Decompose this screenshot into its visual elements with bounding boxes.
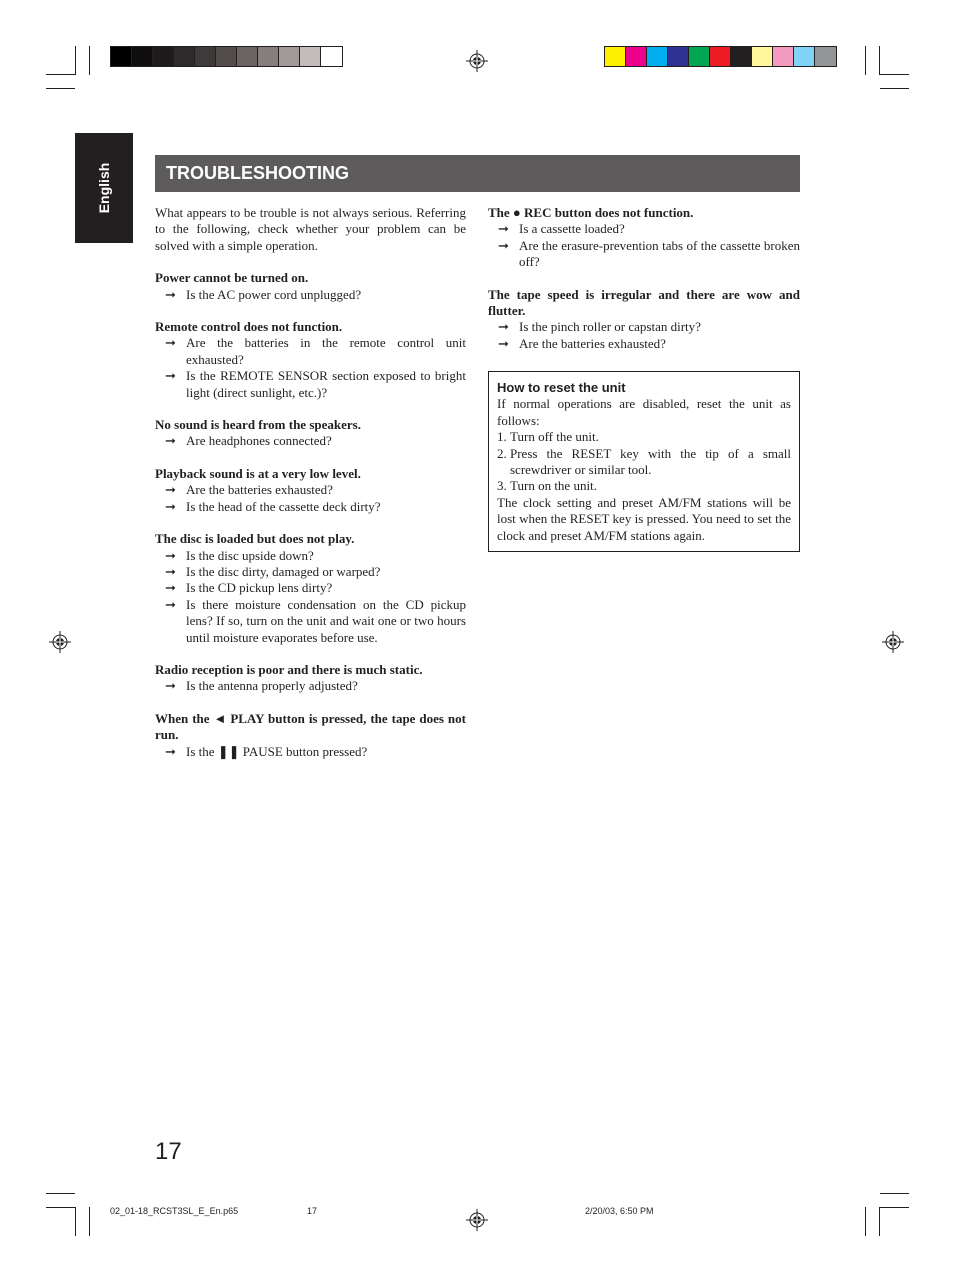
color-swatch xyxy=(279,47,300,66)
problem-heading: Power cannot be turned on. xyxy=(155,270,309,286)
reset-step-number: 2. xyxy=(497,445,507,461)
language-tab xyxy=(75,133,133,243)
check-item xyxy=(488,319,800,335)
check-item xyxy=(155,678,466,694)
arrow-right-icon: ➞ xyxy=(165,286,176,302)
check-item xyxy=(155,744,466,760)
reset-step-text: Press the RESET key with the tip of a small screwdriver or similar tool. xyxy=(510,445,791,478)
color-swatch xyxy=(626,47,647,66)
check-item xyxy=(155,564,466,580)
problem-heading: The disc is loaded but does not play. xyxy=(155,531,355,547)
color-swatch xyxy=(668,47,689,66)
check-item-text: Is the pinch roller or capstan dirty? xyxy=(519,319,701,335)
arrow-right-icon: ➞ xyxy=(498,237,509,253)
check-item xyxy=(155,368,466,401)
check-item-text: Are the batteries exhausted? xyxy=(519,335,666,351)
reset-step-text: Turn on the unit. xyxy=(510,478,597,494)
check-item xyxy=(155,482,466,498)
reset-step xyxy=(497,478,791,494)
check-item xyxy=(155,597,466,646)
check-item-text: Is the disc dirty, damaged or warped? xyxy=(186,563,381,579)
reset-step-number: 1. xyxy=(497,429,507,445)
intro-paragraph: What appears to be trouble is not always serious. Referring to the following, check whether your problem can be solved with a simple operation. xyxy=(155,205,466,253)
arrow-right-icon: ➞ xyxy=(165,482,176,498)
check-item xyxy=(155,499,466,515)
check-item xyxy=(155,433,466,449)
check-item-text: Is the head of the cassette deck dirty? xyxy=(186,498,381,514)
color-swatch xyxy=(300,47,321,66)
check-item-text: Is the ❚❚ PAUSE button pressed? xyxy=(186,743,368,759)
problem-heading: Playback sound is at a very low level. xyxy=(155,465,361,481)
check-item-text: Are the batteries in the remote control unit exhausted? xyxy=(186,335,466,367)
check-item xyxy=(155,335,466,368)
color-swatch xyxy=(731,47,752,66)
footer-file-name: 02_01-18_RCST3SL_E_En.p65 xyxy=(110,1206,239,1216)
page-number: 17 xyxy=(155,1138,182,1165)
color-swatch xyxy=(647,47,668,66)
reset-info-box xyxy=(488,371,800,552)
check-item xyxy=(155,287,466,303)
arrow-right-icon: ➞ xyxy=(165,433,176,449)
reset-box-note: The clock setting and preset AM/FM stations will be lost when the RESET key is pressed. You need to set the clock and preset AM/FM stations again. xyxy=(497,494,791,543)
color-swatch xyxy=(111,47,132,66)
color-swatch xyxy=(710,47,731,66)
page-title: TROUBLESHOOTING xyxy=(166,163,349,183)
reset-step-text: Turn off the unit. xyxy=(510,429,599,445)
right-column xyxy=(488,205,800,352)
problem-heading: No sound is heard from the speakers. xyxy=(155,417,361,433)
arrow-right-icon: ➞ xyxy=(165,580,176,596)
check-item xyxy=(488,336,800,352)
color-swatch xyxy=(815,47,836,66)
check-item-text: Are the erasure-prevention tabs of the cassette broken off? xyxy=(519,237,800,270)
check-item-text: Is a cassette loaded? xyxy=(519,221,625,237)
problem-heading: The tape speed is irregular and there are wow and flutter. xyxy=(488,286,800,319)
reset-step xyxy=(497,429,791,445)
arrow-right-icon: ➞ xyxy=(165,547,176,563)
arrow-right-icon: ➞ xyxy=(498,221,509,237)
reset-step xyxy=(497,446,791,479)
color-swatch xyxy=(605,47,626,66)
registration-mark-icon xyxy=(49,631,71,653)
color-swatch xyxy=(132,47,153,66)
check-item xyxy=(155,580,466,596)
color-swatch xyxy=(237,47,258,66)
check-item-text: Are headphones connected? xyxy=(186,433,332,449)
check-item-text: Is the REMOTE SENSOR section exposed to bright light (direct sunlight, etc.)? xyxy=(186,368,466,400)
color-swatch xyxy=(195,47,216,66)
check-item xyxy=(155,548,466,564)
grayscale-color-bar xyxy=(110,46,343,67)
problem-heading: The ● REC button does not function. xyxy=(488,205,694,220)
arrow-right-icon: ➞ xyxy=(165,563,176,579)
problem-heading: When the ◄ PLAY button is pressed, the tape does not run. xyxy=(155,710,466,743)
check-item-text: Is the AC power cord unplugged? xyxy=(186,286,362,302)
arrow-right-icon: ➞ xyxy=(498,319,509,335)
problem-heading: Remote control does not function. xyxy=(155,319,343,335)
check-item xyxy=(488,238,800,271)
color-swatch xyxy=(752,47,773,66)
arrow-right-icon: ➞ xyxy=(165,498,176,514)
color-swatch xyxy=(216,47,237,66)
reset-box-intro: If normal operations are disabled, reset the unit as follows: xyxy=(497,396,791,428)
left-column xyxy=(155,205,466,760)
language-tab-label: English xyxy=(96,162,112,214)
check-item-text: Are the batteries exhausted? xyxy=(186,482,333,498)
arrow-right-icon: ➞ xyxy=(165,368,176,384)
check-item-text: Is there moisture condensation on the CD pickup lens? If so, turn on the unit and wait one or two hours until moisture evaporates before use. xyxy=(186,596,466,645)
arrow-right-icon: ➞ xyxy=(498,335,509,351)
arrow-right-icon: ➞ xyxy=(165,335,176,351)
reset-box-heading: How to reset the unit xyxy=(497,380,626,395)
color-swatch xyxy=(689,47,710,66)
color-swatch xyxy=(153,47,174,66)
check-item-text: Is the antenna properly adjusted? xyxy=(186,678,358,694)
check-item xyxy=(488,221,800,237)
arrow-right-icon: ➞ xyxy=(165,743,176,759)
color-swatch xyxy=(794,47,815,66)
registration-mark-icon xyxy=(882,631,904,653)
registration-mark-icon xyxy=(466,50,488,72)
registration-mark-icon xyxy=(466,1209,488,1231)
reset-step-number: 3. xyxy=(497,478,507,494)
problem-heading: Radio reception is poor and there is much static. xyxy=(155,661,423,677)
footer-date: 2/20/03, 6:50 PM xyxy=(585,1206,654,1216)
color-swatch xyxy=(258,47,279,66)
check-item-text: Is the CD pickup lens dirty? xyxy=(186,580,333,596)
arrow-right-icon: ➞ xyxy=(165,678,176,694)
footer-page: 17 xyxy=(307,1206,318,1216)
arrow-right-icon: ➞ xyxy=(165,596,176,612)
color-swatch xyxy=(174,47,195,66)
color-swatch xyxy=(773,47,794,66)
check-item-text: Is the disc upside down? xyxy=(186,547,314,563)
color-swatch xyxy=(321,47,342,66)
section-title-bar xyxy=(155,155,800,192)
process-color-bar xyxy=(604,46,837,67)
